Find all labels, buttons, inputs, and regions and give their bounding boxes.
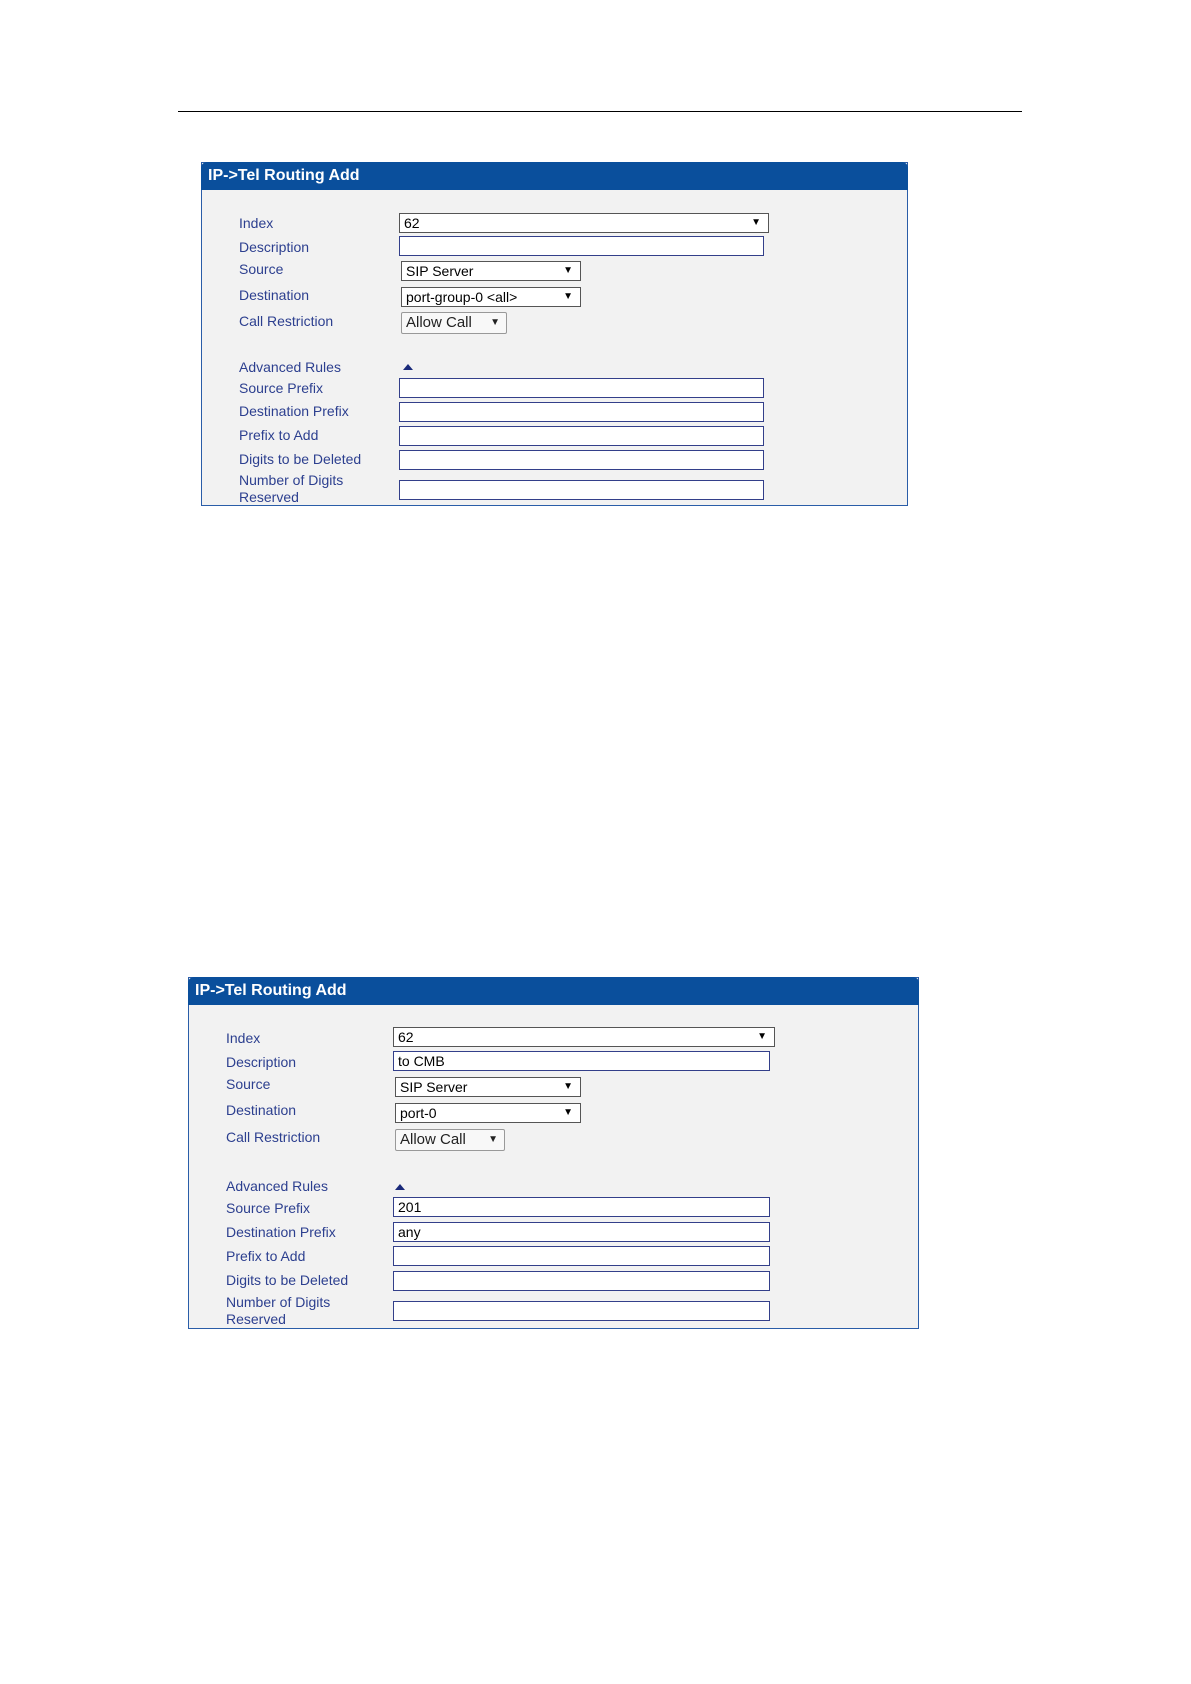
call-restriction-value: Allow Call bbox=[406, 314, 472, 331]
prefix-to-add-input[interactable] bbox=[393, 1246, 770, 1266]
advanced-rules-label: Advanced Rules bbox=[226, 1178, 328, 1194]
source-label: Source bbox=[239, 261, 284, 277]
index-value: 62 bbox=[398, 1029, 414, 1045]
digits-reserved-label-line1: Number of Digits bbox=[239, 472, 344, 488]
destination-value: port-0 bbox=[400, 1105, 437, 1121]
destination-prefix-input[interactable] bbox=[399, 402, 764, 422]
source-select[interactable] bbox=[395, 1077, 581, 1097]
source-prefix-input[interactable]: 201 bbox=[393, 1197, 770, 1217]
index-select[interactable] bbox=[399, 213, 769, 233]
call-restriction-select[interactable] bbox=[401, 312, 507, 334]
source-prefix-input[interactable] bbox=[399, 378, 764, 398]
routing-add-panel-1 bbox=[201, 162, 908, 506]
source-prefix-label: Source Prefix bbox=[239, 380, 324, 396]
index-label: Index bbox=[239, 215, 274, 231]
chevron-down-icon: ▼ bbox=[488, 1134, 498, 1145]
index-value: 62 bbox=[404, 215, 420, 231]
destination-select[interactable] bbox=[395, 1103, 581, 1123]
destination-prefix-input[interactable]: any bbox=[393, 1222, 770, 1242]
prefix-to-add-label: Prefix to Add bbox=[226, 1248, 306, 1264]
call-restriction-select[interactable] bbox=[395, 1129, 505, 1151]
triangle-up-icon[interactable] bbox=[403, 364, 413, 370]
chevron-down-icon: ▼ bbox=[563, 265, 573, 276]
page-top-rule bbox=[178, 111, 1022, 112]
digits-reserved-input[interactable] bbox=[393, 1301, 770, 1321]
source-value: SIP Server bbox=[406, 263, 474, 279]
index-select[interactable] bbox=[393, 1027, 775, 1047]
panel-title: IP->Tel Routing Add bbox=[188, 977, 919, 1005]
source-prefix-label: Source Prefix bbox=[226, 1200, 311, 1216]
call-restriction-value: Allow Call bbox=[400, 1131, 466, 1148]
prefix-to-add-input[interactable] bbox=[399, 426, 764, 446]
chevron-down-icon: ▼ bbox=[563, 1081, 573, 1092]
digits-deleted-label: Digits to be Deleted bbox=[226, 1272, 349, 1288]
digits-reserved-label-line2: Reserved bbox=[239, 489, 299, 505]
chevron-down-icon: ▼ bbox=[563, 291, 573, 302]
call-restriction-label: Call Restriction bbox=[239, 313, 334, 329]
call-restriction-label: Call Restriction bbox=[226, 1129, 321, 1145]
source-label: Source bbox=[226, 1076, 271, 1092]
routing-add-panel-2 bbox=[188, 977, 919, 1329]
digits-reserved-input[interactable] bbox=[399, 480, 764, 500]
chevron-down-icon: ▼ bbox=[563, 1107, 573, 1118]
description-label: Description bbox=[226, 1054, 297, 1070]
chevron-down-icon: ▼ bbox=[490, 317, 500, 328]
source-select[interactable] bbox=[401, 261, 581, 281]
destination-value: port-group-0 <all> bbox=[406, 289, 518, 305]
description-input[interactable]: to CMB bbox=[393, 1051, 770, 1071]
destination-label: Destination bbox=[239, 287, 310, 303]
description-label: Description bbox=[239, 239, 310, 255]
panel-title: IP->Tel Routing Add bbox=[201, 162, 908, 190]
triangle-up-icon[interactable] bbox=[395, 1184, 405, 1190]
destination-prefix-label: Destination Prefix bbox=[239, 403, 349, 419]
destination-prefix-label: Destination Prefix bbox=[226, 1224, 336, 1240]
advanced-rules-label: Advanced Rules bbox=[239, 359, 341, 375]
chevron-down-icon: ▼ bbox=[757, 1031, 767, 1042]
digits-reserved-label-line1: Number of Digits bbox=[226, 1294, 331, 1310]
index-label: Index bbox=[226, 1030, 261, 1046]
destination-label: Destination bbox=[226, 1102, 297, 1118]
description-input[interactable] bbox=[399, 236, 764, 256]
digits-reserved-label-line2: Reserved bbox=[226, 1311, 286, 1327]
digits-deleted-input[interactable] bbox=[399, 450, 764, 470]
digits-deleted-input[interactable] bbox=[393, 1271, 770, 1291]
destination-select[interactable] bbox=[401, 287, 581, 307]
source-value: SIP Server bbox=[400, 1079, 468, 1095]
chevron-down-icon: ▼ bbox=[751, 217, 761, 228]
digits-deleted-label: Digits to be Deleted bbox=[239, 451, 362, 467]
prefix-to-add-label: Prefix to Add bbox=[239, 427, 319, 443]
